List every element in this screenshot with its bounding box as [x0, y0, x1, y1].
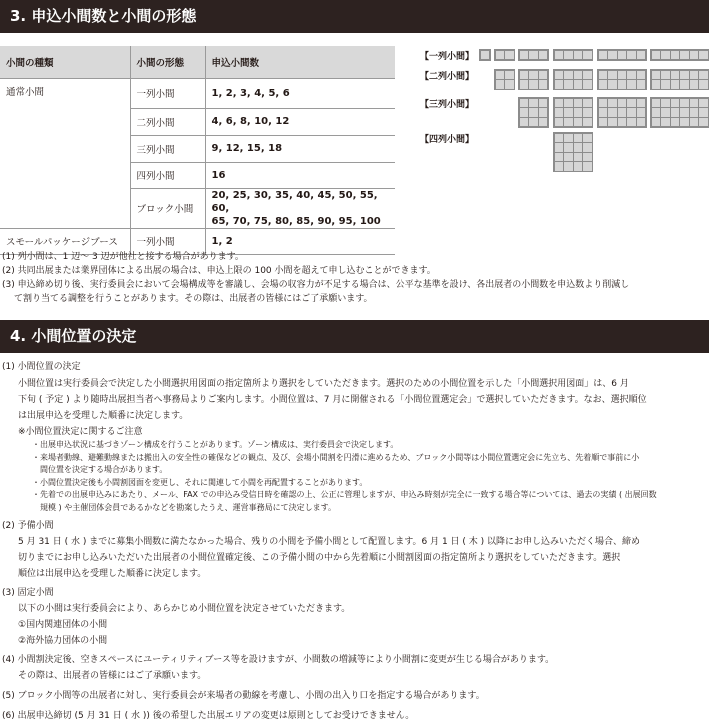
p1-caution: ※小間位置決定に関するご注意	[18, 427, 143, 437]
p1-line: 下旬 ( 予定 ) より随時出展担当者へ事務局よりご案内します。小間位置は、7 月に開催される「小間位置選定会」で選択していただきます。なお、選択順位	[18, 395, 647, 405]
p1-bullet: ・来場者動線、避難動線または搬出入の安全性の確保などの観点、及び、会場小間割を円滑に進めるため、ブロック小間等は小間位置選定会に先立ち、先着順で事前に小	[32, 452, 640, 462]
booth-cell-group	[650, 49, 709, 61]
booth-cell-group	[553, 132, 593, 172]
booth-cell	[636, 79, 647, 90]
p2-line: 切りまでにお申し込みいただいた出展者の小間位置確定後、この予備小間の中から先着順に小間割図面の指定箇所より選択をしていただきます。選択	[18, 553, 621, 563]
booth-cell	[582, 79, 593, 90]
booth-cell	[538, 79, 549, 90]
p1-bullet: ・出展申込状況に基づきゾーン構成を行うことがあります。ゾーン構成は、実行委員会で決定します。	[32, 440, 399, 449]
col-header-counts: 申込小間数	[205, 46, 395, 78]
col-header-form: 小間の形態	[130, 46, 205, 78]
cell-counts: 1, 2, 3, 4, 5, 6	[205, 78, 395, 108]
p3-line: ②海外協力団体の小間	[18, 636, 108, 646]
cell-counts: 9, 12, 15, 18	[205, 135, 395, 162]
booth-cell	[582, 50, 593, 61]
p3-heading: (3) 固定小間	[2, 588, 54, 598]
booth-cell	[698, 50, 709, 61]
cell-counts-line1: 20, 25, 30, 35, 40, 45, 50, 55, 60,	[211, 189, 378, 214]
cell-counts	[205, 188, 395, 228]
booth-cell-group	[597, 97, 647, 128]
booth-cell-group	[650, 69, 709, 90]
diagram-label-2row: 【二列小間】	[420, 72, 475, 82]
p4-line: その際は、出展者の皆様にはご了承願います。	[18, 671, 207, 681]
diagram-label-1row: 【一列小間】	[420, 52, 475, 62]
table-header	[0, 46, 395, 78]
p2-heading: (2) 予備小間	[2, 521, 54, 531]
p4-line: (4) 小間割決定後、空きスペースにユーティリティブース等を設けますが、小間数の増減等により小間割に変更が生じる場合があります。	[2, 655, 555, 665]
section-3-notes	[2, 250, 707, 306]
p3-line: ①国内関連団体の小間	[18, 620, 108, 630]
booth-cell-group	[518, 69, 549, 90]
booth-cell-group	[650, 97, 709, 128]
booth-cell-group	[518, 97, 549, 128]
booth-cell-group	[518, 49, 549, 61]
note-3: (3) 申込締め切り後、実行委員会において会場構成等を審議し、会場の収容力が不足する場合は、公平な基準を設け、各出展者の小間数を申込数より削減し	[2, 280, 630, 290]
section-4-title: 4. 小間位置の決定	[0, 320, 709, 353]
diagram-label-4row: 【四列小間】	[420, 135, 475, 145]
p6-line: (6) 出展申込締切 (5 月 31 日 ( 水 )) 後の希望した出展エリアの変更は原則としてお受けできません。	[2, 711, 415, 720]
booth-cell-group	[553, 49, 593, 61]
cell-type: 通常小間	[0, 78, 130, 228]
booth-cell	[480, 50, 491, 61]
p1-bullet-cont: 規模 ) や主催団体会員であるかなどを勘案したうえ、運営事務局にて決定します。	[40, 502, 337, 512]
col-header-type: 小間の種類	[0, 46, 130, 78]
p1-bullet-cont: 間位置を決定する場合があります。	[40, 465, 168, 474]
booth-cell-group	[553, 69, 593, 90]
cell-form: 四列小間	[130, 162, 205, 188]
cell-counts: 16	[205, 162, 395, 188]
section-3-title: 3. 申込小間数と小間の形態	[0, 0, 709, 33]
cell-type: スモールパッケージブース	[0, 228, 130, 254]
booth-cell	[698, 117, 709, 128]
booth-cell	[698, 79, 709, 90]
diagram-label-3row: 【三列小間】	[420, 100, 475, 110]
booth-cell	[504, 79, 515, 90]
cell-counts: 4, 6, 8, 10, 12	[205, 108, 395, 135]
booth-cell	[582, 117, 593, 128]
p5-line: (5) ブロック小間等の出展者に対し、実行委員会が来場者の動線を考慮し、小間の出入り口を指定する場合があります。	[2, 691, 485, 701]
booth-cell-group	[494, 69, 515, 90]
cell-form: 一列小間	[130, 228, 205, 254]
p2-line: 順位は出展申込を受理した順番に決定します。	[18, 569, 207, 579]
booth-cell	[582, 161, 593, 172]
cell-form: ブロック小間	[130, 188, 205, 228]
booth-cell-group	[553, 97, 593, 128]
booth-cell-group	[479, 49, 491, 61]
cell-form: 一列小間	[130, 78, 205, 108]
p2-line: 5 月 31 日 ( 水 ) までに募集小間数に満たなかった場合、残りの小間を予備小間として配置します。6 月 1 日 ( 木 ) 以降にお申し込みいただく場合、締め	[18, 537, 641, 547]
p1-line: 小間位置は実行委員会で決定した小間選択用図面の指定箇所より選択をしていただきます。選択のための小間位置を示した「小間選択用図面」は、6 月	[18, 379, 629, 389]
cell-counts: 1, 2	[205, 228, 395, 254]
note-3-cont: て割り当てる調整を行うことがあります。その際は、出展者の皆様にはご了承願います。	[14, 294, 373, 304]
note-1: (1) 列小間は、1 辺～ 3 辺が他社と接する場合があります。	[2, 252, 244, 262]
section-4-body	[2, 360, 705, 720]
p1-bullet: ・小間位置決定後も小間割図面を変更し、それに関連して小間を再配置することがあります。	[32, 477, 368, 487]
p1-bullet: ・先着での出展申込みにあたり、メール、FAX での申込み受信日時を確認の上、公正に管理しますが、申込み時刻が完全に一致する場合等については、過去の実績 ( 出展回数	[32, 490, 657, 499]
booth-cell	[538, 50, 549, 61]
booth-cell-group	[494, 49, 515, 61]
p3-line: 以下の小間は実行委員会により、あらかじめ小間位置を決定させていただきます。	[18, 604, 351, 614]
cell-form: 三列小間	[130, 135, 205, 162]
booth-cell-group	[597, 69, 647, 90]
booth-cell	[504, 50, 515, 61]
booth-cell	[538, 117, 549, 128]
booth-cell	[636, 117, 647, 128]
booth-cell-group	[597, 49, 647, 61]
cell-counts-line2: 65, 70, 75, 80, 85, 90, 95, 100	[211, 215, 381, 227]
p1-heading: (1) 小間位置の決定	[2, 362, 81, 372]
booth-cell	[636, 50, 647, 61]
booth-spec-table	[0, 46, 395, 255]
p1-line: は出展申込を受理した順番に決定します。	[18, 411, 189, 421]
cell-form: 二列小間	[130, 108, 205, 135]
note-2: (2) 共同出展または業界団体による出展の場合は、申込上限の 100 小間を超えて申し込むことができます。	[2, 266, 436, 276]
table-row	[0, 78, 395, 108]
